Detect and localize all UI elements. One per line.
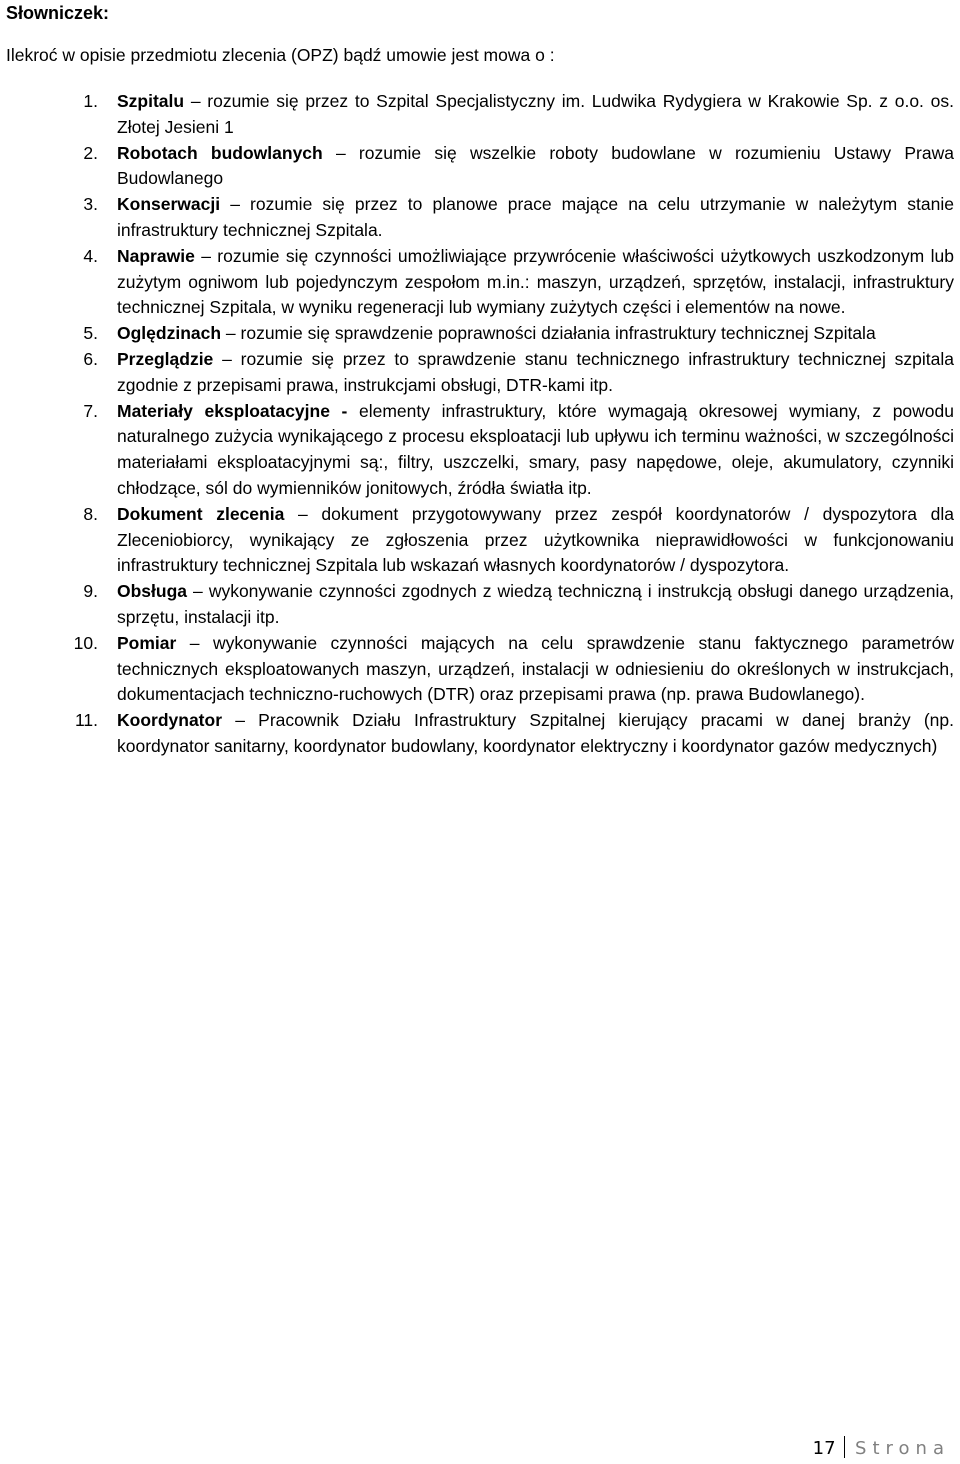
entry-definition: – wykonywanie czynności zgodnych z wiedzą techniczną i instrukcją obsługi danego urządzenia, sprzętu, instalacji itp.	[117, 581, 954, 627]
entry-term: Pomiar	[117, 632, 177, 653]
entry-number: 3.	[83, 194, 98, 215]
glossary-entry	[0, 192, 954, 244]
glossary-entry	[0, 631, 954, 708]
entry-number: 11.	[74, 710, 98, 731]
glossary-entry	[0, 89, 954, 141]
entry-definition: – Pracownik Działu Infrastruktury Szpitalnej kierujący pracami w danej branży (np. koordynator sanitarny, koordynator budowlany, koordynator elektryczny i koordynator gazów medycznych)	[117, 710, 954, 756]
glossary-entry	[0, 347, 954, 399]
entry-definition: – wykonywanie czynności mających na celu sprawdzenie stanu faktycznego parametrów technicznych eksploatowanych maszyn, urządzeń, instalacji w odniesieniu do określonych w instrukcjach, dokumentacjach techniczno-ruchowych (DTR) oraz przepisami prawa (np. prawa Budowlanego).	[117, 632, 954, 705]
glossary-entry	[0, 502, 954, 579]
entry-term: Dokument zlecenia	[117, 503, 285, 524]
entry-definition: elementy infrastruktury, które wymagają okresowej wymiany, z powodu naturalnego zużycia wynikającego z procesu eksploatacji lub upływu ich terminu ważności, w szczególności materiałami eksploatacyjnymi są:, filtry, uszczelki, smary, pasy napędowe, oleje, akumulatory, czynniki chłodzące, sól do wymienników jonitowych, źródła światła itp.	[117, 400, 954, 498]
intro-paragraph: Ilekroć w opisie przedmiotu zlecenia (OPZ) bądź umowie jest mowa o :	[6, 45, 555, 65]
glossary-entry	[0, 579, 954, 631]
entry-number: 8.	[83, 503, 98, 524]
page-footer	[813, 1436, 950, 1461]
entry-number: 9.	[83, 581, 98, 602]
entry-term: Obsługa	[117, 581, 188, 602]
entry-term: Przeglądzie	[117, 348, 214, 369]
entry-number: 7.	[83, 400, 98, 421]
entry-term: Materiały eksploatacyjne -	[117, 400, 348, 421]
entry-term: Naprawie	[117, 245, 195, 266]
entry-term: Oględzinach	[117, 323, 222, 344]
page-number: 17	[812, 1438, 836, 1459]
entry-number: 5.	[83, 323, 98, 344]
page-title: Słowniczek:	[6, 3, 110, 23]
entry-definition: – rozumie się przez to Szpital Specjalistyczny im. Ludwika Rydygiera w Krakowie Sp. z o.o. os. Złotej Jesieni 1	[117, 91, 954, 137]
entry-definition: – rozumie się sprawdzenie poprawności działania infrastruktury technicznej Szpitala	[221, 323, 876, 344]
entry-term: Szpitalu	[117, 91, 185, 111]
footer-divider	[844, 1436, 846, 1458]
entry-definition: – rozumie się przez to sprawdzenie stanu technicznego infrastruktury technicznej szpitala zgodnie z przepisami prawa, instrukcjami obsługi, DTR-kami itp.	[117, 348, 954, 395]
entry-definition: – rozumie się czynności umożliwiające przywrócenie właściwości użytkowych uszkodzonym lub zużytym ogniwom lub pojedynczym zespołom m.in.: maszyn, urządzeń, sprzętów, instalacji, infrastruktury technicznej Szpitala, w wyniku regeneracji lub wymiany zużytych części i elementów na nowe.	[117, 245, 954, 318]
glossary-entry	[0, 708, 954, 760]
entry-number: 4.	[83, 245, 98, 266]
glossary-entry	[0, 321, 954, 347]
entry-definition: – rozumie się przez to planowe prace mające na celu utrzymanie w należytym stanie infrastruktury technicznej Szpitala.	[117, 194, 954, 240]
entry-number: 1.	[83, 91, 98, 111]
glossary-list	[0, 89, 954, 760]
entry-definition: – rozumie się wszelkie roboty budowlane w rozumieniu Ustawy Prawa Budowlanego	[117, 142, 954, 189]
glossary-entry	[0, 244, 954, 321]
entry-definition: – dokument przygotowywany przez zespół koordynatorów / dyspozytora dla Zleceniobiorcy, wynikający ze zgłoszenia przez użytkownika nieprawidłowości w funkcjonowaniu infrastruktury technicznej Szpitala lub wskazań własnych koordynatorów / dyspozytora.	[117, 503, 954, 576]
entry-term: Koordynator	[117, 710, 222, 731]
entry-term: Robotach budowlanych	[117, 142, 323, 163]
entry-number: 10.	[73, 632, 98, 653]
entry-number: 2.	[83, 142, 98, 163]
entry-number: 6.	[83, 348, 98, 369]
glossary-entry	[0, 141, 954, 193]
page-label: Strona	[855, 1438, 950, 1459]
glossary-entry	[0, 399, 954, 502]
entry-term: Konserwacji	[117, 194, 221, 215]
